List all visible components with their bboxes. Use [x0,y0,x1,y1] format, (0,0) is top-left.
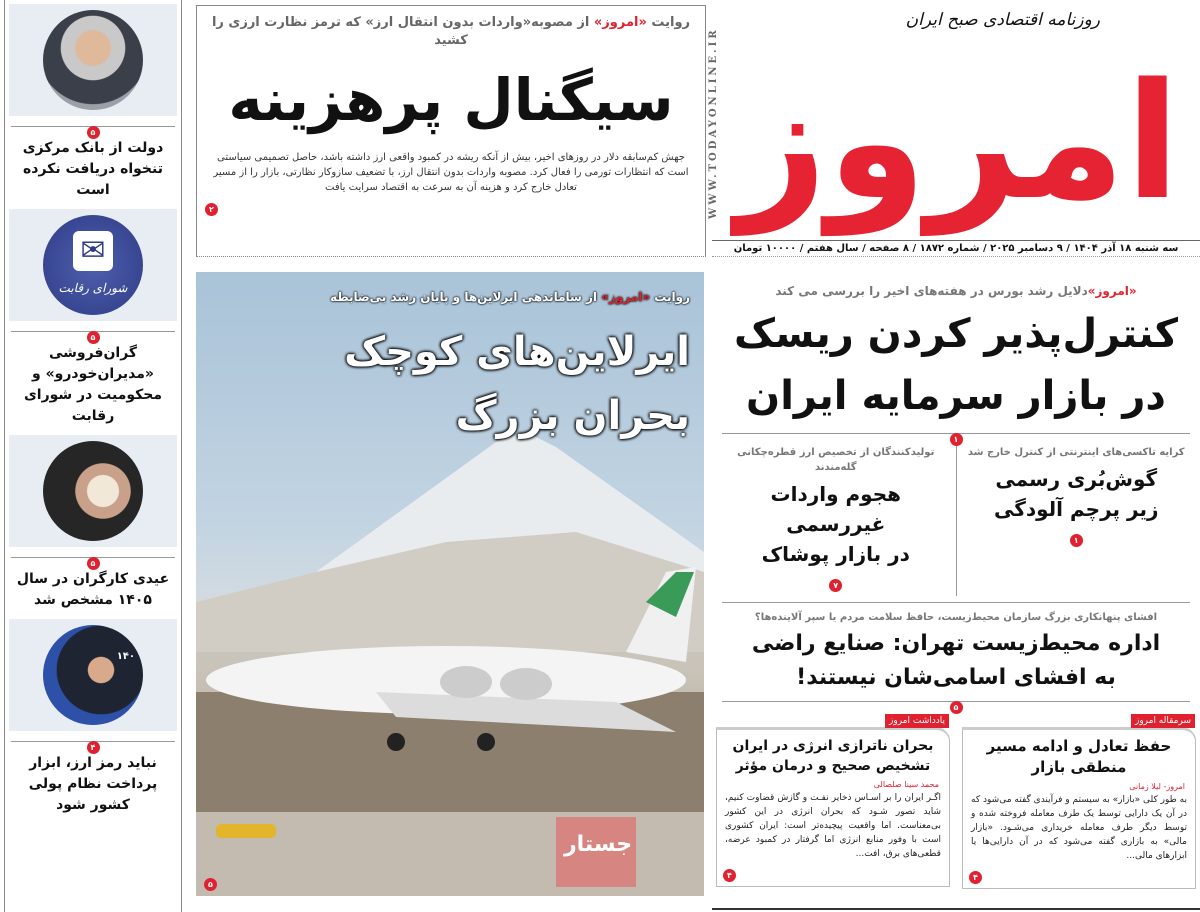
background-text: ۱۴۰ [116,651,135,662]
main-story-kicker [716,284,1196,299]
woman-portrait-image [43,625,143,725]
envelope-icon: ✉ [73,231,113,271]
note-tag: یادداشت امروز [885,714,949,728]
sidebar [4,0,182,912]
newspaper-logo: امروز [735,48,1180,235]
note-card [716,716,950,887]
main-story-headline [716,303,1196,427]
story-clothing [716,441,957,596]
page-number-badge: ۷ [829,579,842,592]
photo-story [196,272,704,896]
landing-gear [387,733,405,751]
photo-story-headline [210,320,690,448]
page-number-badge: ۵ [950,701,963,714]
top-story-kicker [205,14,697,50]
right-column [712,284,1200,889]
sidebar-photo-box [9,209,177,321]
sidebar-photo-box [9,4,177,116]
page-number-badge: ۵ [87,126,100,139]
editorial-tag: سرمقاله امروز [1131,714,1195,728]
competition-council-logo [43,215,143,315]
note-body: اگـر ایران را بر اسـاس ذخایر نفـت و گازش قضاوت کنیم، شاید تصور شـود که بحران انرژی در این کشور بی‌معناست. اما واقعیت پیچیده‌تر است: ایران کشوری است با وفور منابع انرژی اما گرفتار در کمبود عرضه، قطعی‌های برق، افت... [725,793,941,859]
kicker-text: دلایل رشد بورس در هفته‌های اخیر را بررسی می کند [775,284,1088,298]
top-story-headline: سیگنال پرهزینه [228,66,674,134]
page-number-badge: ۱ [950,433,963,446]
page-number-badge: ۲ [205,203,218,216]
kicker-brand: «امروز» [593,15,647,30]
website-url: WWW.TODAYONLINE.IR [708,27,719,219]
env-story-headline [716,627,1196,695]
story-kicker: کرایه تاکسی‌های اینترنتی از کنترل خارج شد [967,447,1185,458]
sidebar-headline: نباید رمز ارز، ابزار پرداخت نظام پولی کشور شود [28,755,158,813]
note-byline: محمد سینا صلصالی [873,780,939,789]
page-number-badge: ۵ [87,557,100,570]
kicker-text: از مصوبه«واردات بدون انتقال ارز» که ترمز نظارت ارزی را کشید [211,15,590,48]
story-headline [720,479,952,569]
page-number-badge: ۵ [87,331,100,344]
landing-gear [477,733,495,751]
tagline: روزنامه اقتصادی صبح ایران [905,10,1100,30]
env-story-kicker: افشای پنهانکاری بزرگ سازمان محیط‌زیست، حافظ سلامت مردم یا سپر آلاینده‌ها؟ [754,612,1158,623]
editorial-headline: حفظ تعادل و ادامه مسیر منطقی بازار [986,737,1172,776]
kicker-text: روایت [654,290,690,304]
headline-line: زیر پرچم آلودگی [994,497,1159,521]
watermark: جستار [564,832,633,857]
page-number-badge: ۴ [723,869,736,882]
kicker-brand: «امروز» [601,290,651,304]
sidebar-item [5,209,181,435]
headline-line: هجوم واردات غیررسمی [770,482,901,536]
page-number-badge: ۵ [204,878,217,891]
headline-line: به افشای اسامی‌شان نیستند! [796,665,1116,690]
yellow-object [216,824,276,838]
headline-line: در بازار سرمایه ایران [746,373,1166,419]
editorial-byline: امروز- لیلا زمانی [1129,782,1185,791]
sidebar-item [5,4,181,209]
kicker-brand: «امروز» [1087,284,1137,298]
editorial-card [962,716,1196,889]
dateline: سه شنبه ۱۸ آذر ۱۴۰۴ / ۹ دسامبر ۲۰۲۵ / شماره ۱۸۷۲ / ۸ صفحه / سال هفتم / ۱۰۰۰۰ تومان [712,240,1200,257]
top-story-lead: جهش کم‌سابقه دلار در روزهای اخیر، بیش از آنکه ریشه در کمبود واقعی ارز داشته باشد، حاصل تصمیمی سیاستی است که انتظارات تورمی را فعال کرد. مصوبه واردات بدون انتقال ارز، با تضعیف سازوکار نظارتی، بازار را از مسیر تعادل خارج کرد و هزینه آن به سرعت به اقتصاد سرایت یافت [213,152,689,193]
headline-line: اداره محیط‌زیست تهران: صنایع راضی [751,631,1161,656]
headline-line: ایرلاین‌های کوچک [344,329,690,375]
sidebar-photo-box [9,435,177,547]
story-headline [961,464,1193,524]
man-portrait-image [43,10,143,110]
note-headline: بحران ناترازی انرژی در ایران تشخیص صحیح و درمان مؤثر [732,738,934,774]
page-number-badge: ۴ [969,871,982,884]
headline-line: کنترل‌پذیر کردن ریسک [734,311,1178,357]
sidebar-photo-box [9,619,177,731]
page-number-badge: ۱ [1070,534,1083,547]
sidebar-item [5,619,181,824]
logo-text: شورای رقابت [58,281,128,295]
editorial-body: به طور کلی «بازار» به سیستم و فرآیندی گفته می‌شود که در آن یک دارایی توسط یک طرف معامله فروخته شده و توسط دیگر طرف معامله خریداری می‌شـود. «بازار مالی» به بازاری گفته می‌شود که در آن دارایی‌ها یا ابزارهای مالی... [971,795,1187,861]
sidebar-headline: گران‌فروشی «مدیران‌خودرو» و محکومیت در شورای رقابت [23,345,163,424]
engine [500,668,552,700]
sidebar-headline: دولت از بانک مرکزی تنخواه دریافت نکرده است [22,140,164,198]
headline-line: گوش‌بُری رسمی [995,467,1158,491]
top-story [196,5,706,257]
money-hands-image [43,441,143,541]
kicker-text: روایت [651,15,691,30]
photo-story-kicker [210,290,690,304]
kicker-text: از ساماندهی ایرلاین‌ها و پایان رشد بی‌ضابطه [330,290,598,304]
story-kicker: تولیدکنندگان از تخصیص ارز قطره‌چکانی گله‌مندند [737,447,935,473]
page-number-badge: ۴ [87,741,100,754]
sidebar-item [5,435,181,619]
engine [440,666,492,698]
headline-line: بحران بزرگ [455,393,690,439]
story-taxi [957,441,1197,596]
sidebar-headline: عیدی کارگران در سال ۱۴۰۵ مشخص شد [16,571,170,608]
headline-line: در بازار پوشاک [761,542,910,566]
